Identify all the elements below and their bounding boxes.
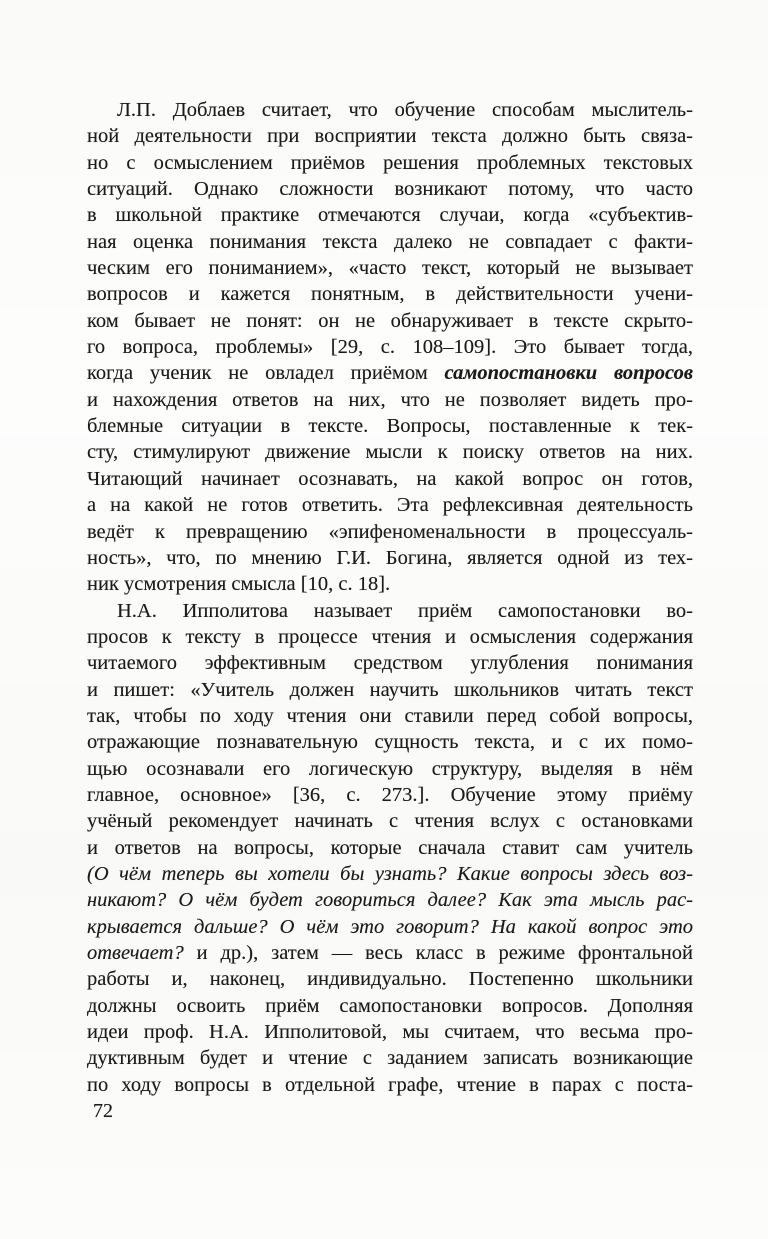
- text-line-p1-13: [87, 413, 693, 439]
- text-run: работы и, наконец, индивидуально. Постепенно школьники: [87, 968, 693, 991]
- text-line-p2-16: [87, 993, 693, 1019]
- text-run: ческим его пониманием», «часто текст, который не вызывает: [87, 257, 693, 280]
- text-run: а на какой не готов ответить. Эта рефлексивная деятельность: [87, 494, 693, 517]
- text-run: и ответов на вопросы, которые сначала ставит сам учитель: [87, 836, 693, 859]
- emphasis-italic: никают? О чём будет говориться далее? Как эта мысль рас-: [87, 889, 693, 912]
- text-line-p2-2: [87, 624, 693, 650]
- text-run: но с осмыслением приёмов решения проблемных текстовых: [87, 151, 693, 174]
- text-run: ведёт к превращению «эпифеноменальности в процессуаль-: [87, 520, 693, 543]
- text-run: идеи проф. Н.А. Ипполитовой, мы считаем, что весьма про-: [87, 1021, 693, 1044]
- text-run: сту, стимулируют движение мысли к поиску ответов на них.: [87, 441, 693, 464]
- text-run: ситуаций. Однако сложности возникают потому, что часто: [87, 178, 693, 201]
- text-line-p2-14: [87, 940, 693, 966]
- text-line-p2-12: [87, 887, 693, 913]
- text-line-p1-18: [87, 545, 693, 571]
- text-run: читаемого эффективным средством углубления понимания: [87, 652, 693, 675]
- text-run: по ходу вопросы в отдельной графе, чтение в парах с поста-: [87, 1073, 693, 1096]
- text-run: ная оценка понимания текста далеко не совпадает с факти-: [87, 230, 693, 253]
- text-run: учёный рекомендует начинать с чтения вслух с остановками: [87, 810, 693, 833]
- text-line-p2-15: [87, 966, 693, 992]
- text-line-p2-3: [87, 650, 693, 676]
- text-run: дуктивным будет и чтение с заданием записать возникающие: [87, 1047, 693, 1070]
- text-line-p1-17: [87, 519, 693, 545]
- text-line-p2-9: [87, 808, 693, 834]
- text-line-p2-11: [87, 861, 693, 887]
- text-line-p1-6: [87, 229, 693, 255]
- text-line-p1-7: [87, 255, 693, 281]
- text-line-p2-18: [87, 1045, 693, 1071]
- text-block: [87, 97, 693, 1098]
- text-line-p2-8: [87, 782, 693, 808]
- text-run: го вопроса, проблемы» [29, с. 108–109]. Это бывает тогда,: [87, 336, 693, 359]
- text-run: и нахождения ответов на них, что не позволяет видеть про-: [87, 388, 693, 411]
- emphasis-italic: крывается дальше? О чём это говорит? На какой вопрос это: [87, 915, 693, 938]
- emphasis-italic: (О чём теперь вы хотели бы узнать? Какие вопросы здесь воз-: [87, 862, 693, 885]
- text-run: вопросов и кажется понятным, в действительности учени-: [87, 283, 693, 306]
- text-line-p2-4: [87, 677, 693, 703]
- text-line-p1-19: [87, 571, 693, 597]
- text-line-p1-10: [87, 334, 693, 360]
- text-run: в школьной практике отмечаются случаи, когда «субъектив-: [87, 204, 693, 227]
- text-line-p1-4: [87, 176, 693, 202]
- text-line-p2-6: [87, 729, 693, 755]
- text-line-p1-11: [87, 360, 693, 386]
- text-line-p2-13: [87, 914, 693, 940]
- text-run: ность», что, по мнению Г.И. Богина, является одной из тех-: [87, 546, 693, 569]
- text-run: Н.А. Ипполитова называет приём самопостановки во-: [117, 599, 693, 622]
- text-line-p1-3: [87, 150, 693, 176]
- text-line-p1-2: [87, 123, 693, 149]
- text-line-p1-15: [87, 466, 693, 492]
- text-line-p2-19: [87, 1072, 693, 1098]
- text-run: так, чтобы по ходу чтения они ставили перед собой вопросы,: [87, 704, 693, 727]
- text-line-p1-16: [87, 492, 693, 518]
- text-run: главное, основное» [36, с. 273.]. Обучение этому приёму: [87, 783, 693, 806]
- text-line-p1-5: [87, 202, 693, 228]
- text-run: ной деятельности при восприятии текста должно быть связа-: [87, 125, 693, 148]
- emphasis-bold-italic: самопостановки вопросов: [444, 362, 693, 385]
- text-run: когда ученик не овладел приёмом: [87, 362, 445, 385]
- text-run: Читающий начинает осознавать, на какой вопрос он готов,: [87, 467, 693, 490]
- text-line-p2-7: [87, 756, 693, 782]
- text-line-p1-9: [87, 308, 693, 334]
- text-run: ком бывает не понят: он не обнаруживает в тексте скрыто-: [87, 309, 693, 332]
- text-line-p1-14: [87, 439, 693, 465]
- text-run: должны освоить приём самопостановки вопросов. Дополняя: [87, 994, 693, 1017]
- text-line-p1-1: [87, 97, 693, 123]
- text-run: блемные ситуации в тексте. Вопросы, поставленные к тек-: [87, 415, 693, 438]
- text-run: просов к тексту в процессе чтения и осмысления содержания: [87, 625, 693, 648]
- text-run: отражающие познавательную сущность текста, и с их помо-: [87, 731, 693, 754]
- text-run: и пишет: «Учитель должен научить школьников читать текст: [87, 678, 693, 701]
- text-line-p2-1: [87, 598, 693, 624]
- text-line-p2-17: [87, 1019, 693, 1045]
- text-line-p2-5: [87, 703, 693, 729]
- text-line-p1-8: [87, 281, 693, 307]
- text-line-p1-12: [87, 387, 693, 413]
- text-run: щью осознавали его логическую структуру, выделяя в нём: [87, 757, 693, 780]
- emphasis-italic: отвечает?: [87, 942, 184, 964]
- page-number: 72: [93, 1100, 113, 1122]
- text-run: Л.П. Доблаев считает, что обучение способам мыслитель-: [117, 99, 693, 121]
- text-run: и др.), затем — весь класс в режиме фронтальной: [183, 942, 693, 964]
- text-line-p2-10: [87, 835, 693, 861]
- text-run: ник усмотрения смысла [10, с. 18].: [87, 573, 391, 596]
